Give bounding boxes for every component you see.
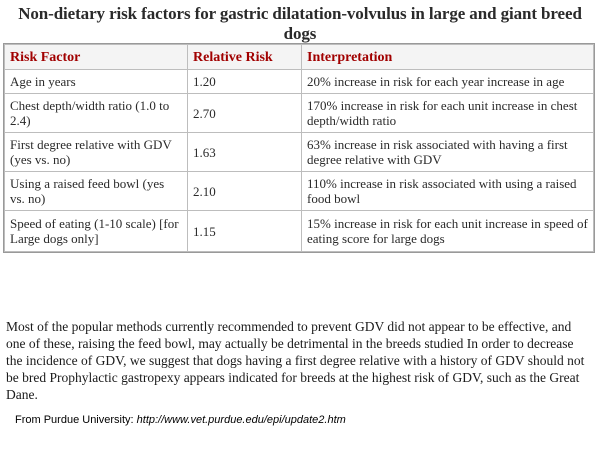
table-row — [5, 94, 593, 132]
risk-factor-table — [3, 43, 595, 253]
interpretation-cell: 20% increase in risk for each year increase in age — [302, 70, 593, 93]
page-title: Non-dietary risk factors for gastric dilatation-volvulus in large and giant breed dogs — [18, 4, 582, 43]
relative-risk-cell: 1.63 — [188, 133, 301, 171]
header-relative-risk: Relative Risk — [188, 45, 301, 69]
table-row — [5, 211, 593, 251]
source-label: From Purdue University: — [15, 414, 134, 426]
table-row — [5, 133, 593, 171]
relative-risk-cell: 2.70 — [188, 94, 301, 132]
header-interpretation: Interpretation — [302, 45, 593, 69]
risk-factor-cell: Using a raised feed bowl (yes vs. no) — [5, 172, 187, 210]
risk-factor-cell: Speed of eating (1-10 scale) [for Large dogs only] — [5, 211, 187, 251]
interpretation-cell: 170% increase in risk for each unit increase in chest depth/width ratio — [302, 94, 593, 132]
interpretation-cell: 110% increase in risk associated with using a raised food bowl — [302, 172, 593, 210]
relative-risk-cell: 2.10 — [188, 172, 301, 210]
summary-paragraph: Most of the popular methods currently recommended to prevent GDV did not appear to be effective, and one of these, raising the feed bowl, may actually be detrimental in the breeds studied In order to decrease the incidence of GDV, we suggest that dogs having a first degree relative with a history of GDV should not be bred Prophylactic gastropexy appears indicated for breeds at the highest risk of GDV, such as the Great Dane. — [6, 319, 585, 402]
relative-risk-cell: 1.20 — [188, 70, 301, 93]
table-row — [5, 172, 593, 210]
risk-factor-cell: Age in years — [5, 70, 187, 93]
table-row — [5, 70, 593, 93]
header-risk-factor: Risk Factor — [5, 45, 187, 69]
risk-factor-cell: Chest depth/width ratio (1.0 to 2.4) — [5, 94, 187, 132]
risk-factor-cell: First degree relative with GDV (yes vs. no) — [5, 133, 187, 171]
interpretation-cell: 63% increase in risk associated with having a first degree relative with GDV — [302, 133, 593, 171]
source-url[interactable]: http://www.vet.purdue.edu/epi/update2.htm — [136, 414, 346, 426]
table-header-row — [5, 45, 593, 69]
relative-risk-cell: 1.15 — [188, 211, 301, 251]
source-citation — [15, 414, 346, 426]
interpretation-cell: 15% increase in risk for each unit increase in speed of eating score for large dogs — [302, 211, 593, 251]
